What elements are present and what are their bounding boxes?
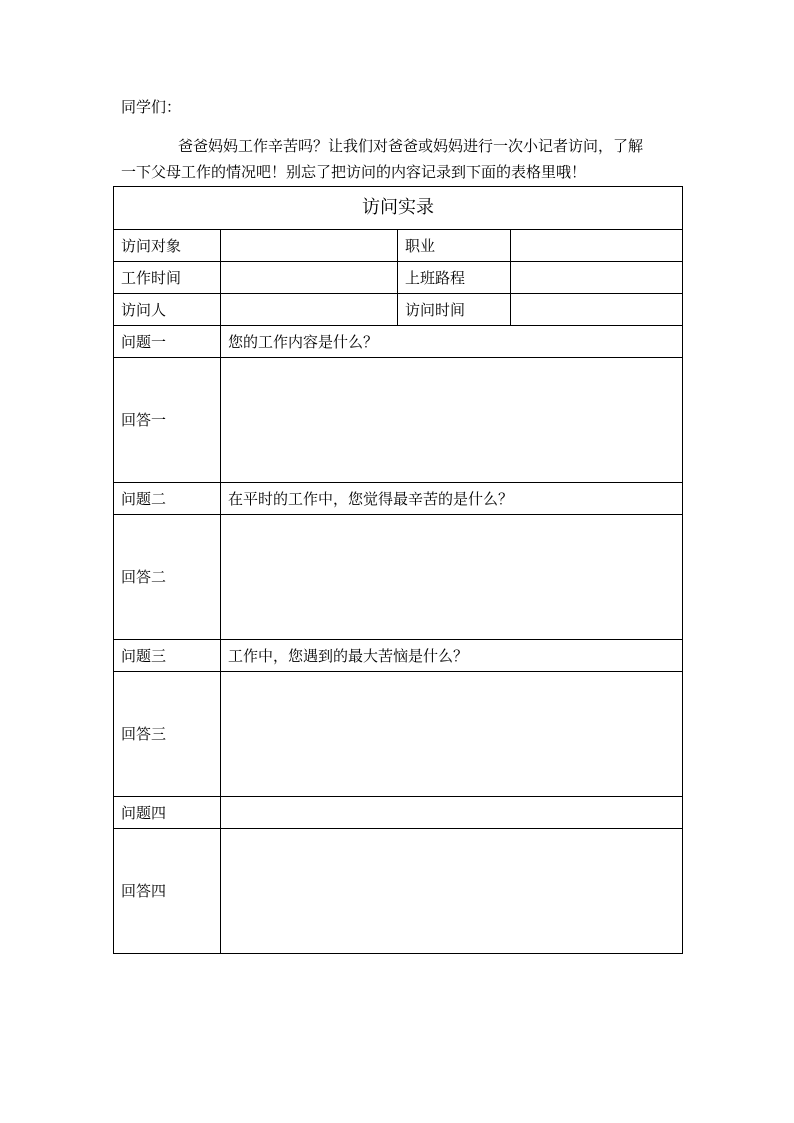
question-label: 问题三 [114, 640, 221, 672]
answer-row-3 [114, 672, 683, 797]
interview-record-table [113, 186, 683, 954]
question-text: 工作中，您遇到的最大苦恼是什么？ [221, 640, 683, 672]
interview-time-label: 访问时间 [398, 294, 511, 326]
intro-line-1: 爸爸妈妈工作辛苦吗？让我们对爸爸或妈妈进行一次小记者访问，了解 [178, 137, 644, 155]
answer-row-1 [114, 358, 683, 483]
question-field[interactable] [221, 797, 683, 829]
occupation-field[interactable] [511, 230, 683, 262]
work-hours-label: 工作时间 [114, 262, 221, 294]
question-row-3 [114, 640, 683, 672]
table-row [114, 230, 683, 262]
commute-field[interactable] [511, 262, 683, 294]
question-text: 您的工作内容是什么？ [221, 326, 683, 358]
table-title: 访问实录 [114, 187, 683, 230]
question-label: 问题四 [114, 797, 221, 829]
intro-line-2: 一下父母工作的情况吧！别忘了把访问的内容记录到下面的表格里哦！ [121, 163, 587, 181]
answer-field[interactable] [221, 358, 683, 483]
commute-label: 上班路程 [398, 262, 511, 294]
answer-field[interactable] [221, 672, 683, 797]
interviewee-label: 访问对象 [114, 230, 221, 262]
interview-time-field[interactable] [511, 294, 683, 326]
question-text: 在平时的工作中，您觉得最辛苦的是什么？ [221, 483, 683, 515]
greeting: 同学们： [121, 98, 182, 116]
interviewee-field[interactable] [221, 230, 398, 262]
interviewer-label: 访问人 [114, 294, 221, 326]
answer-label: 回答二 [114, 515, 221, 640]
answer-field[interactable] [221, 515, 683, 640]
answer-row-2 [114, 515, 683, 640]
answer-label: 回答三 [114, 672, 221, 797]
table-row [114, 262, 683, 294]
answer-label: 回答四 [114, 829, 221, 954]
question-row-1 [114, 326, 683, 358]
question-label: 问题二 [114, 483, 221, 515]
question-row-4 [114, 797, 683, 829]
interviewer-field[interactable] [221, 294, 398, 326]
work-hours-field[interactable] [221, 262, 398, 294]
answer-label: 回答一 [114, 358, 221, 483]
table-title-row [114, 187, 683, 230]
question-row-2 [114, 483, 683, 515]
occupation-label: 职业 [398, 230, 511, 262]
question-label: 问题一 [114, 326, 221, 358]
answer-field[interactable] [221, 829, 683, 954]
answer-row-4 [114, 829, 683, 954]
table-row [114, 294, 683, 326]
intro-paragraph [121, 133, 681, 185]
